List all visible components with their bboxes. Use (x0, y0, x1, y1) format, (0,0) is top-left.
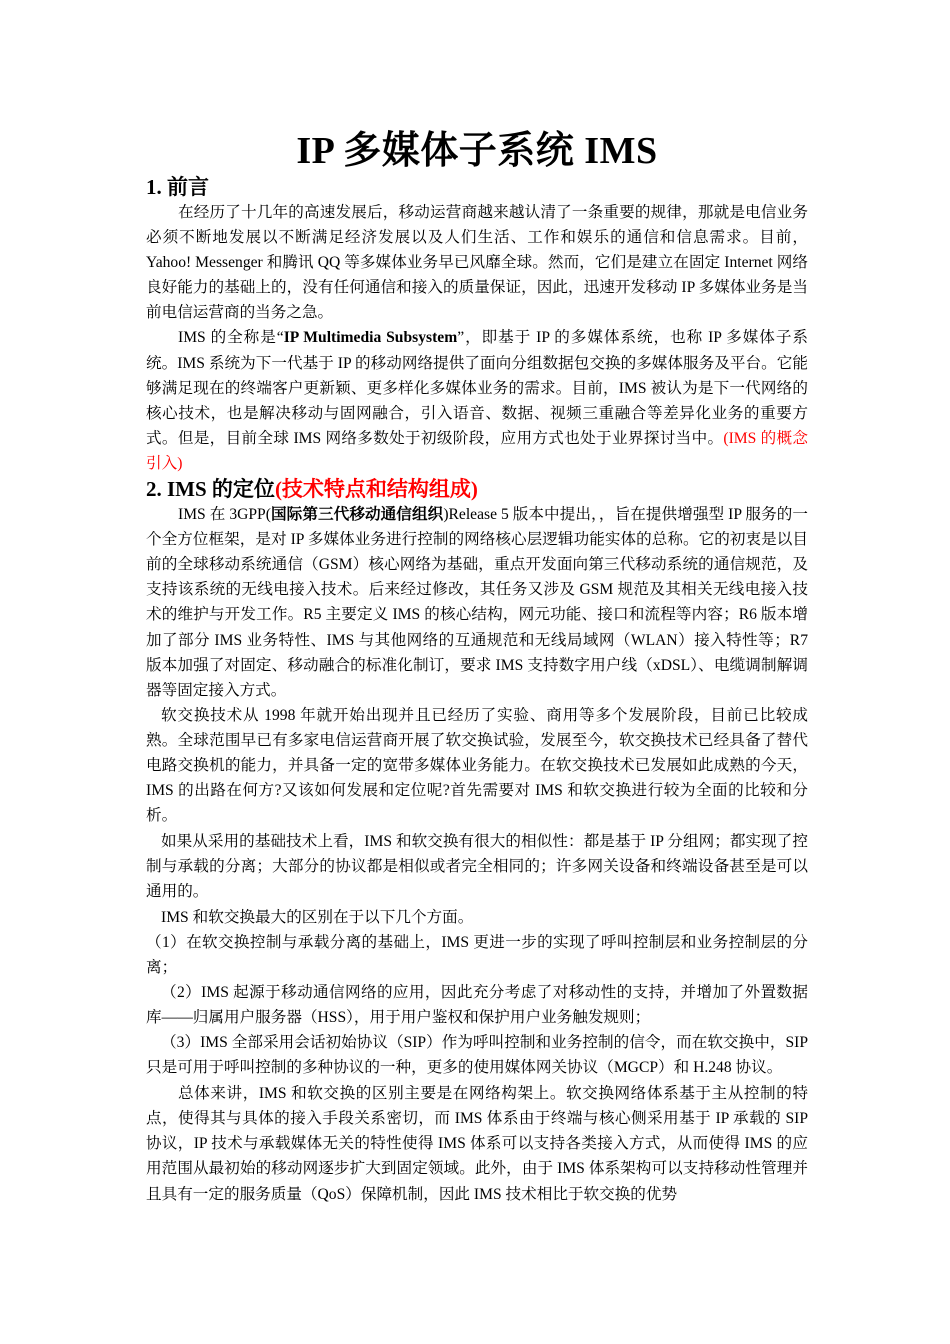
difference-item-3: （3）IMS 全部采用会话初始协议（SIP）作为呼叫控制和业务控制的信令，而在软交换中，SIP 只是可用于呼叫控制的多种协议的一种，更多的使用媒体网关协议（MGCP）和 H.248 协议。 (146, 1034, 808, 1077)
bold-term: IP Multimedia Subsystem (283, 329, 458, 347)
section-2-heading (146, 476, 808, 502)
section-2-paragraph-5: 总体来讲，IMS 和软交换的区别主要是在网络构架上。软交换网络体系基于主从控制的特点，使得其与具体的接入手段关系密切，而 IMS 体系由于终端与核心侧采用基于 IP 承载的 SIP 协议，IP 技术与承载媒体无关的特性使得 IMS 体系可以支持各类接入方式，从而使得 IMS 的应用范围从最初始的移动网逐步扩大到固定领域。此外，由于 IMS 体系架构可以支持移动性管理并且具有一定的服务质量（QoS）保障机制，因此 IMS 技术相比于软交换的优势 (146, 1085, 808, 1203)
text-run: IMS 的全称是“ (178, 329, 284, 347)
difference-item-2: （2）IMS 起源于移动通信网络的应用，因此充分考虑了对移动性的支持，并增加了外置数据库——归属用户服务器（HSS），用于用户鉴权和保护用户业务触发规则； (146, 983, 808, 1026)
section-1-paragraph-1: 在经历了十几年的高速发展后，移动运营商越来越认清了一条重要的规律，那就是电信业务必须不断地发展以不断满足经济发展以及人们生活、工作和娱乐的通信和信息需求。目前，Yahoo! Messenger 和腾讯 QQ 等多媒体业务早已风靡全球。然而，它们是建立在固定 Internet 网络良好能力的基础上的，没有任何通信和接入的质量保证，因此，迅速开发移动 IP 多媒体业务是当前电信运营商的当务之急。 (146, 204, 808, 322)
red-heading-annotation: (技术特点和结构组成) (274, 477, 478, 502)
heading-text: 2. IMS 的定位 (146, 477, 275, 502)
document-body (146, 128, 808, 1207)
section-2-paragraph-1 (146, 502, 808, 703)
bold-term: 国际第三代移动通信组织 (270, 506, 444, 524)
difference-item-1: （1）在软交换控制与承载分离的基础上，IMS 更进一步的实现了呼叫控制层和业务控制层的分离； (146, 933, 808, 976)
section-1-paragraph-2 (146, 325, 808, 476)
text-run: IMS 在 3GPP( (178, 506, 271, 524)
document-title: IP 多媒体子系统 IMS (296, 130, 658, 172)
section-2-paragraph-3: 如果从采用的基础技术上看，IMS 和软交换有很大的相似性：都是基于 IP 分组网；都实现了控制与承载的分离；大部分的协议都是相似或者完全相同的；许多网关设备和终端设备甚至是可以通用的。 (146, 833, 808, 901)
section-1-heading: 1. 前言 (146, 175, 209, 199)
section-2-paragraph-2: 软交换技术从 1998 年就开始出现并且已经历了实验、商用等多个发展阶段，目前已比较成熟。全球范围早已有多家电信运营商开展了软交换试验，发展至今，软交换技术已经具备了替代电路交换机的能力，并具备一定的宽带多媒体业务能力。在软交换技术已发展如此成熟的今天，IMS 的出路在何方?又该如何发展和定位呢?首先需要对 IMS 和软交换进行较为全面的比较和分析。 (146, 706, 808, 825)
text-run: ”，即基于 IP 的多媒体系统，也称 IP 多媒体子系统。IMS 系统为下一代基于 IP 的移动网络提供了面向分组数据包交换的多媒体服务及平台。它能够满足现在的终端客户更新颖、更多样化多媒体业务的需求。目前，IMS 被认为是下一代网络的核心技术，也是解决移动与固网融合，引入语音、数据、视频三重融合等差异化业务的重要方式。但是，目前全球 IMS 网络多数处于初级阶段，应用方式也处于业界探讨当中。 (146, 329, 809, 447)
red-annotation: (IMS 的概念引入) (146, 429, 809, 472)
text-run: )Release 5 版本中提出，，旨在提供增强型 IP 服务的一个全方位框架，是对 IP 多媒体业务进行控制的网络核心层逻辑功能实体的总称。它的初衷是以目前的全球移动系统通信（GSM）核心网络为基础，重点开发面向第三代移动系统的通信规范，及支持该系统的无线电接入技术。后来经过修改，其任务又涉及 GSM 规范及其相关无线电接入技术的维护与开发工作。R5 主要定义 IMS 的核心结构，网元功能、接口和流程等内容；R6 版本增加了部分 IMS 业务特性、IMS 与其他网络的互通规范和无线局域网（WLAN）接入特性等；R7 版本加强了对固定、移动融合的标准化制订，要求 IMS 支持数字用户线（xDSL）、电缆调制解调器等固定接入方式。 (146, 506, 809, 699)
section-2-paragraph-4: IMS 和软交换最大的区别在于以下几个方面。 (161, 908, 474, 926)
